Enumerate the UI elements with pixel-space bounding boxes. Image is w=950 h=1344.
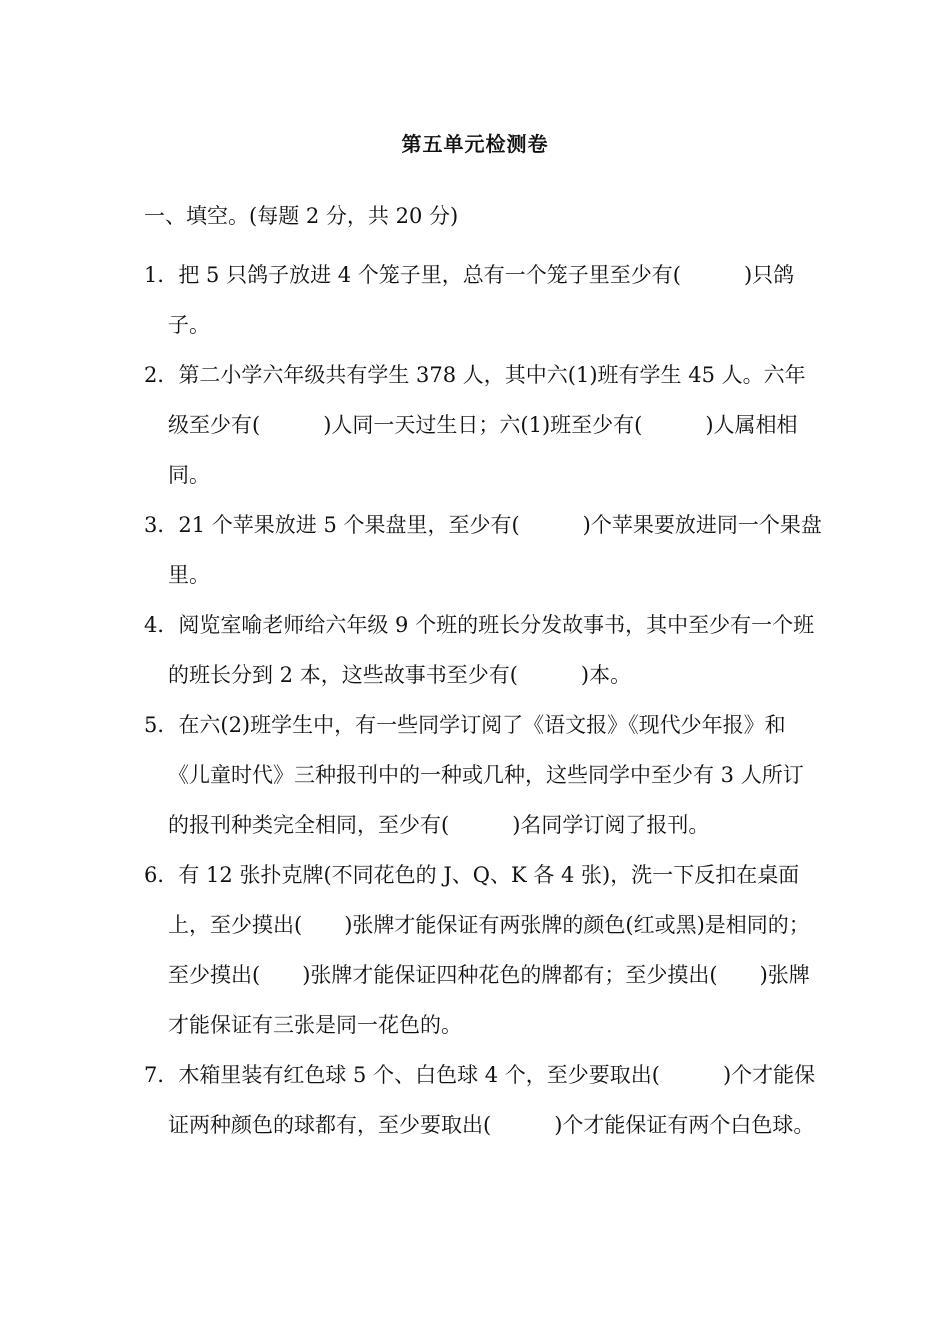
question-3	[144, 500, 824, 600]
question-text: 第二小学六年级共有学生 378 人，其中六(1)班有学生 45 人。六年级至少有( )人同一天过生日；六(1)班至少有( )人属相相同。	[168, 363, 806, 487]
question-5	[144, 700, 824, 850]
question-text: 在六(2)班学生中，有一些同学订阅了《语文报》《现代少年报》和《儿童时代》三种报刊中的一种或几种，这些同学中至少有 3 人所订的报刊种类完全相同，至少有( )名同学订阅了报刊。	[168, 713, 804, 837]
question-number: 4．	[144, 613, 179, 637]
question-number: 6．	[144, 863, 179, 887]
question-7	[144, 1050, 824, 1150]
question-1	[144, 250, 824, 350]
page-title: 第五单元检测卷	[401, 132, 549, 156]
question-text: 木箱里装有红色球 5 个、白色球 4 个，至少要取出( )个才能保证两种颜色的球都有，至少要取出( )个才能保证有两个白色球。	[168, 1063, 816, 1137]
question-number: 1．	[144, 263, 179, 287]
question-number: 3．	[144, 513, 179, 537]
question-number: 2．	[144, 363, 179, 387]
question-4	[144, 600, 824, 700]
question-2	[144, 350, 824, 500]
section-heading: 一、填空。(每题 2 分，共 20 分)	[144, 204, 459, 228]
question-number: 7．	[144, 1063, 179, 1087]
question-text: 有 12 张扑克牌(不同花色的 J、Q、K 各 4 张)，洗一下反扣在桌面上，至少摸出( )张牌才能保证有两张牌的颜色(红或黑)是相同的；至少摸出( )张牌才能保证四种花色的牌都有；至少摸出( )张牌才能保证有三张是同一花色的。	[168, 863, 810, 1037]
question-text: 阅览室喻老师给六年级 9 个班的班长分发故事书，其中至少有一个班的班长分到 2 本，这些故事书至少有( )本。	[168, 613, 815, 687]
question-text: 把 5 只鸽子放进 4 个笼子里，总有一个笼子里至少有( )只鸽子。	[168, 263, 795, 337]
question-list	[144, 250, 824, 1150]
question-6	[144, 850, 824, 1050]
question-number: 5．	[144, 713, 179, 737]
question-text: 21 个苹果放进 5 个果盘里，至少有( )个苹果要放进同一个果盘里。	[168, 513, 822, 587]
